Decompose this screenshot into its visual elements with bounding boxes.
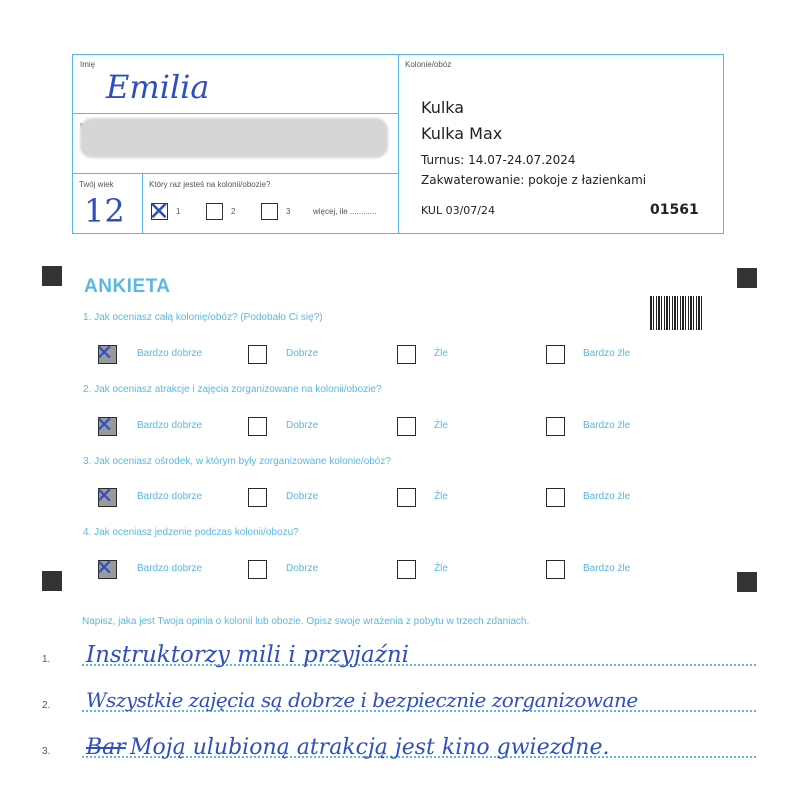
q4-checkbox-dobrze[interactable] — [248, 560, 267, 579]
question-2-text: 2. Jak oceniasz atrakcje i zajęcia zorganizowane na kolonii/obozie? — [83, 384, 382, 395]
answer-3-struck-prefix: Bar — [86, 735, 126, 760]
q3-option-zle: Źle — [434, 491, 448, 502]
q3-check-mark: ✕ — [95, 483, 114, 508]
times-checkbox-3[interactable] — [261, 203, 278, 220]
q1-check-mark: ✕ — [95, 340, 114, 365]
q4-option-bardzo-dobrze: Bardzo dobrze — [137, 563, 203, 574]
q4-checkbox-zle[interactable] — [397, 560, 416, 579]
age-value: 12 — [84, 192, 125, 230]
name-label: Imię — [80, 60, 96, 69]
q4-checkbox-bardzo-zle[interactable] — [546, 560, 565, 579]
q1-option-zle: Źle — [434, 348, 448, 359]
barcode — [650, 296, 704, 330]
times-checkbox-2[interactable] — [206, 203, 223, 220]
header-divider-name — [72, 113, 398, 114]
registration-mark-bottom-left — [42, 571, 62, 591]
q2-check-mark: ✕ — [95, 412, 114, 437]
q1-option-bardzo-dobrze: Bardzo dobrze — [137, 348, 203, 359]
q3-option-bardzo-dobrze: Bardzo dobrze — [137, 491, 203, 502]
question-1-text: 1. Jak oceniasz całą kolonię/obóz? (Podobało Ci się?) — [83, 312, 323, 323]
q2-option-bardzo-zle: Bardzo źle — [583, 420, 631, 431]
camp-subname: Kulka Max — [421, 124, 503, 143]
times-option-1: 1 — [176, 207, 181, 216]
q2-option-dobrze: Dobrze — [286, 420, 319, 431]
q3-option-dobrze: Dobrze — [286, 491, 319, 502]
question-3-text: 3. Jak oceniasz ośrodek, w którym były zorganizowane kolonie/obóz? — [83, 456, 391, 467]
camp-name: Kulka — [421, 98, 465, 117]
camp-lodging: Zakwaterowanie: pokoje z łazienkami — [421, 173, 647, 187]
q2-option-bardzo-dobrze: Bardzo dobrze — [137, 420, 203, 431]
q1-option-bardzo-zle: Bardzo źle — [583, 348, 631, 359]
line-number-1: 1. — [42, 654, 51, 665]
camp-turnus: Turnus: 14.07-24.07.2024 — [421, 153, 576, 167]
registration-mark-bottom-right — [737, 572, 757, 592]
name-value: Emilia — [106, 68, 210, 106]
q2-checkbox-bardzo-zle[interactable] — [546, 417, 565, 436]
line-number-2: 2. — [42, 700, 51, 711]
q4-option-zle: Źle — [434, 563, 448, 574]
q1-option-dobrze: Dobrze — [286, 348, 319, 359]
survey-title: ANKIETA — [84, 276, 171, 297]
line-number-3: 3. — [42, 746, 51, 757]
times-label: Który raz jesteś na kolonii/obozie? — [149, 180, 271, 189]
times-option-2: 2 — [231, 207, 236, 216]
q4-option-bardzo-zle: Bardzo źle — [583, 563, 631, 574]
q1-checkbox-dobrze[interactable] — [248, 345, 267, 364]
age-label: Twój wiek — [79, 180, 114, 189]
camp-code: KUL 03/07/24 — [421, 204, 495, 217]
q3-checkbox-dobrze[interactable] — [248, 488, 267, 507]
header-divider-age — [142, 173, 143, 234]
times-check-mark: ✕ — [148, 196, 170, 226]
q2-checkbox-zle[interactable] — [397, 417, 416, 436]
camp-number: 01561 — [650, 202, 699, 218]
q3-checkbox-bardzo-zle[interactable] — [546, 488, 565, 507]
q2-checkbox-dobrze[interactable] — [248, 417, 267, 436]
camp-label: Kolonie/obóz — [405, 60, 452, 69]
registration-mark-top-right — [737, 268, 757, 288]
times-more: więcej, ile ............ — [313, 207, 377, 216]
q1-checkbox-zle[interactable] — [397, 345, 416, 364]
answer-2[interactable]: Wszystkie zajęcia są dobrze i bezpiecznie zorganizowane — [86, 688, 638, 712]
opinion-instruction: Napisz, jaka jest Twoja opinia o kolonii lub obozie. Opisz swoje wrażenia z pobytu w trzech zdaniach. — [82, 616, 530, 627]
q2-option-zle: Źle — [434, 420, 448, 431]
registration-mark-top-left — [42, 266, 62, 286]
answer-3[interactable]: Moją ulubioną atrakcją jest kino gwiezdne. — [130, 735, 610, 760]
q4-check-mark: ✕ — [95, 555, 114, 580]
q1-checkbox-bardzo-zle[interactable] — [546, 345, 565, 364]
q3-option-bardzo-zle: Bardzo źle — [583, 491, 631, 502]
question-4-text: 4. Jak oceniasz jedzenie podczas kolonii/obozu? — [83, 527, 299, 538]
q4-option-dobrze: Dobrze — [286, 563, 319, 574]
redacted-surname — [80, 118, 388, 158]
q3-checkbox-zle[interactable] — [397, 488, 416, 507]
times-option-3: 3 — [286, 207, 291, 216]
answer-1[interactable]: Instruktorzy mili i przyjaźni — [86, 642, 410, 668]
header-divider-vertical — [398, 54, 399, 234]
header-divider-surname — [72, 173, 398, 174]
